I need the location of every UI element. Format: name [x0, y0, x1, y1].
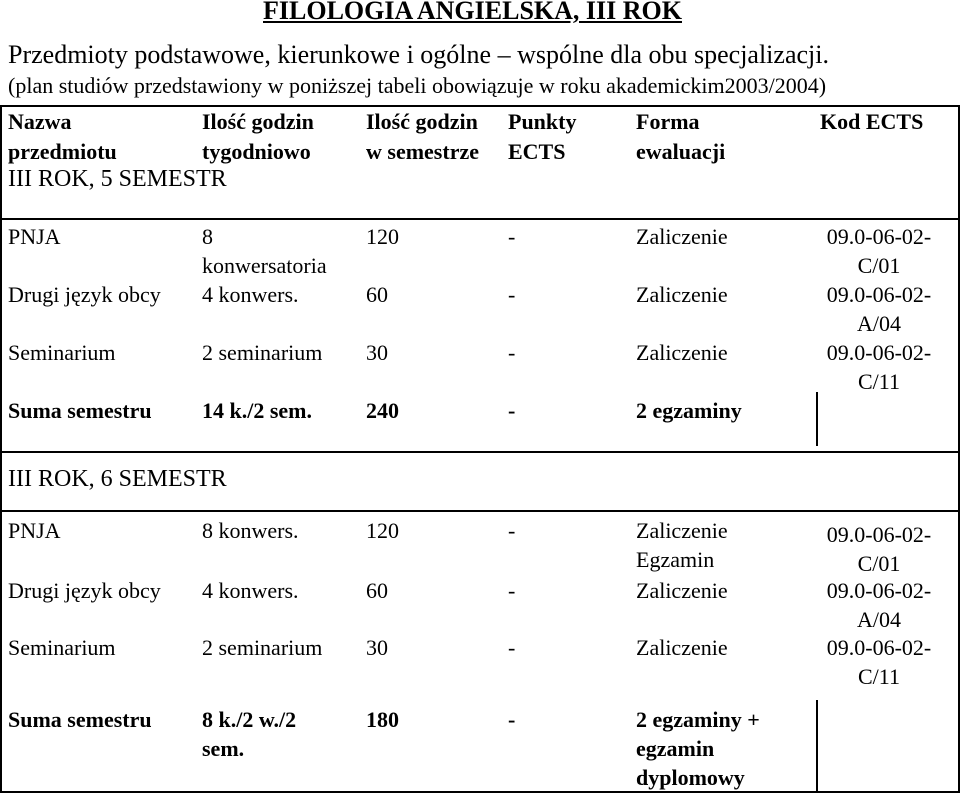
header-evaluation [636, 107, 725, 167]
table-cell-weekly: 4 konwers. [202, 578, 299, 603]
table-cell-ects: - [508, 340, 516, 365]
header-semester-hours-line1: Ilość godzin [366, 109, 478, 134]
cell-line: A/04 [857, 311, 901, 336]
cell-line: C/01 [857, 253, 901, 278]
sum-weekly [202, 705, 296, 763]
table-cell-ects: - [508, 224, 516, 249]
table-cell-hours: 120 [366, 518, 399, 543]
table-cell-hours: 30 [366, 635, 388, 660]
table-cell-form: Zaliczenie [636, 340, 728, 365]
table-cell-ects: - [508, 518, 516, 543]
cell-line: C/01 [857, 551, 901, 576]
sum-ects: - [508, 398, 516, 423]
table-cell-form [636, 516, 728, 574]
sum-hours: 180 [366, 707, 399, 732]
cell-line: 09.0-06-02- [826, 635, 932, 660]
table-cell-form: Zaliczenie [636, 224, 728, 249]
header-ects-line1: Punkty [508, 109, 577, 134]
table-cell-ects: - [508, 578, 516, 603]
table-cell-weekly [202, 222, 327, 280]
table-cell-code [820, 338, 938, 396]
table-cell-weekly: 4 konwers. [202, 282, 299, 307]
cell-line: konwersatoria [202, 253, 327, 278]
header-name-line2: przedmiotu [8, 139, 117, 164]
table-cell-code [820, 576, 938, 634]
header-weekly [202, 107, 314, 167]
cell-line: 09.0-06-02- [826, 578, 932, 603]
header-evaluation-line1: Forma [636, 109, 700, 134]
table-cell-name: PNJA [8, 518, 61, 543]
cell-line: 8 k./2 w./2 [202, 707, 297, 732]
header-ects-code: Kod ECTS [820, 109, 924, 134]
cell-line: 09.0-06-02- [826, 224, 932, 249]
cell-line: 09.0-06-02- [826, 282, 932, 307]
cell-line: 2 egzaminy + [636, 707, 760, 732]
sum-hours: 240 [366, 398, 399, 423]
table-cell-form: Zaliczenie [636, 635, 728, 660]
table-cell-name: PNJA [8, 224, 61, 249]
cell-line: sem. [202, 736, 245, 761]
table-cell-hours: 60 [366, 282, 388, 307]
table-cell-code [820, 633, 938, 691]
table-cell-code [820, 222, 938, 280]
table-cell-ects: - [508, 635, 516, 660]
header-semester-hours [366, 107, 479, 167]
table-cell-hours: 120 [366, 224, 399, 249]
sum-name: Suma semestru [8, 398, 152, 423]
header-name-line1: Nazwa [8, 109, 72, 134]
semester-5-label: III ROK, 5 SEMESTR [8, 166, 227, 192]
table-cell-form: Zaliczenie [636, 282, 728, 307]
header-ects-line2: ECTS [508, 139, 566, 164]
table-cell-weekly: 2 seminarium [202, 635, 323, 660]
sum-name: Suma semestru [8, 707, 152, 732]
document-title: FILOLOGIA ANGIELSKA, III ROK [263, 0, 682, 25]
header-name [8, 107, 117, 167]
cell-line: C/11 [858, 369, 900, 394]
header-weekly-line2: tygodniowo [202, 139, 311, 164]
cell-line: A/04 [857, 607, 901, 632]
sum-weekly: 14 k./2 sem. [202, 398, 312, 423]
cell-line: C/11 [858, 664, 900, 689]
table-cell-code [820, 520, 938, 578]
cell-line: 09.0-06-02- [826, 522, 932, 547]
cell-line: egzamin [636, 736, 715, 761]
cell-line: 8 [202, 224, 213, 249]
table-cell-name: Seminarium [8, 635, 116, 660]
table-cell-name: Seminarium [8, 340, 116, 365]
header-evaluation-line2: ewaluacji [636, 139, 726, 164]
table-cell-weekly: 8 konwers. [202, 518, 299, 543]
cell-line: Zaliczenie [636, 518, 728, 543]
table-cell-name: Drugi język obcy [8, 282, 161, 307]
table-cell-hours: 30 [366, 340, 388, 365]
cell-line: 09.0-06-02- [826, 340, 932, 365]
header-weekly-line1: Ilość godzin [202, 109, 314, 134]
table-cell-name: Drugi język obcy [8, 578, 161, 603]
sum-ects: - [508, 707, 516, 732]
table-cell-weekly: 2 seminarium [202, 340, 323, 365]
table-cell-code [820, 280, 938, 338]
table-cell-form: Zaliczenie [636, 578, 728, 603]
cell-line: dyplomowy [636, 765, 745, 790]
subtitle: Przedmioty podstawowe, kierunkowe i ogólne – wspólne dla obu specjalizacji. [8, 40, 829, 69]
header-ects [508, 107, 576, 167]
sum-form [636, 705, 760, 792]
sum-form: 2 egzaminy [636, 398, 742, 423]
plan-note: (plan studiów przedstawiony w poniższej tabeli obowiązuje w roku akademickim2003/2004) [8, 73, 827, 98]
semester-6-label: III ROK, 6 SEMESTR [8, 466, 227, 492]
table-cell-ects: - [508, 282, 516, 307]
cell-line: Egzamin [636, 547, 715, 572]
table-cell-hours: 60 [366, 578, 388, 603]
header-semester-hours-line2: w semestrze [366, 139, 479, 164]
